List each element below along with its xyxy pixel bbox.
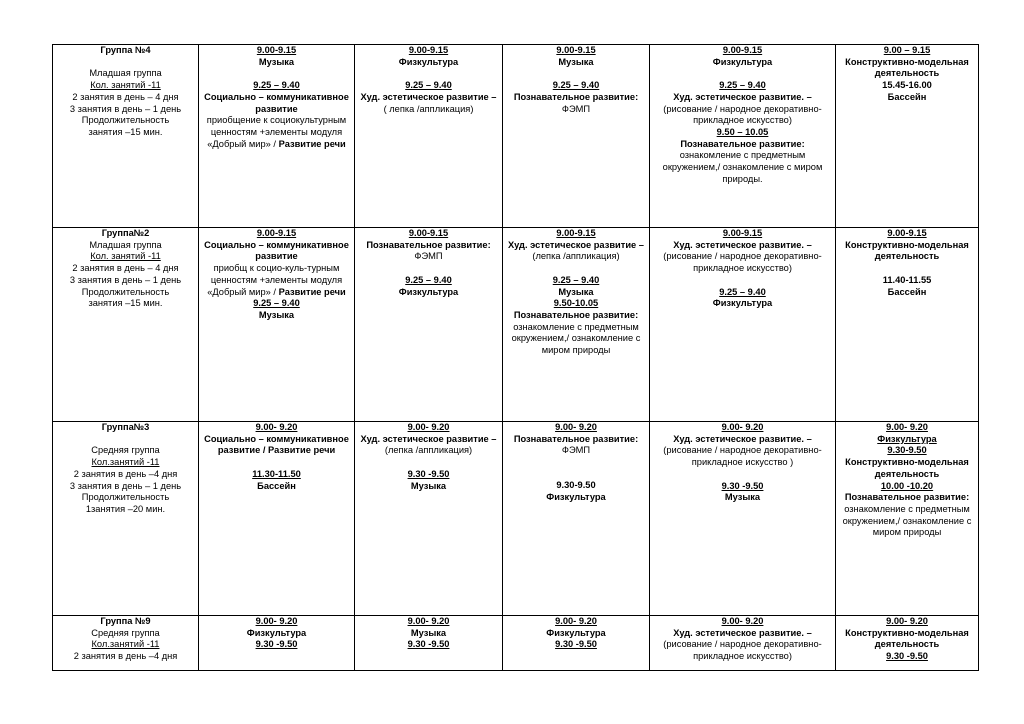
group-count: Кол. занятий -11 [90, 80, 161, 91]
session-time: 9.30 -9.50 [721, 480, 764, 491]
session-time: 9.30 -9.50 [407, 468, 450, 479]
day-cell [503, 422, 650, 616]
group-count: Кол.занятий -11 [91, 639, 160, 650]
day-cell [355, 422, 503, 616]
session-activity: Конструктивно-модельная деятельность [845, 56, 969, 79]
session-description: приобщение к социокультурным ценностям +элементы модуля «Добрый мир» / [206, 115, 347, 149]
group-duration-label: Продолжительность [81, 115, 170, 126]
session-time: 9.00- 9.20 [721, 422, 764, 432]
session-activity: Бассейн [887, 286, 927, 297]
session-time: 9.00- 9.20 [407, 422, 450, 432]
session-time: 9.00-9.15 [722, 228, 763, 238]
group-per-day-2: 2 занятия в день –4 дня [73, 651, 178, 662]
session-time: 9.25 – 9.40 [552, 274, 600, 285]
session-time: 9.00-9.15 [556, 45, 596, 55]
session-time: 9.25 – 9.40 [253, 80, 300, 91]
table-row [53, 45, 979, 228]
session-activity: Музыка [258, 309, 295, 320]
session-activity: Физкультура [546, 492, 606, 503]
day-cell [503, 228, 650, 422]
session-time: 9.00- 9.20 [407, 616, 450, 626]
group-per-day-2: 2 занятия в день –4 дня [73, 468, 178, 479]
group-age: Средняя группа [91, 445, 160, 456]
session-activity: Музыка [558, 56, 594, 67]
session-activity: Социально – коммуникативное развитие [204, 91, 349, 114]
group-age: Средняя группа [91, 627, 160, 638]
session-time: 11.30-11.50 [252, 468, 301, 479]
session-time: 9.30-9.50 [556, 480, 596, 491]
group-title: Группа №4 [100, 45, 151, 55]
session-description: ФЭМП [561, 103, 591, 114]
session-description: (рисование / народное декоративно-прикладное искусство ) [663, 445, 822, 468]
session-activity: Физкультура [877, 433, 937, 444]
group-cell [53, 422, 199, 616]
session-activity: Развитие речи [278, 138, 346, 149]
session-time: 11.40-11.55 [882, 274, 932, 285]
session-time: 9.30 -9.50 [555, 639, 597, 650]
table-row [53, 422, 979, 616]
session-activity: Музыка [410, 627, 447, 638]
session-activity: Физкультура [246, 627, 307, 638]
group-duration-label: Продолжительность [81, 286, 170, 297]
day-cell [836, 616, 979, 671]
session-time: 9.25 – 9.40 [405, 80, 452, 91]
day-cell [503, 45, 650, 228]
session-description: ознакомление с предметным окружением,/ ознакомление с миром природы [842, 503, 972, 538]
session-activity: Конструктивно-модельная деятельность [845, 627, 969, 650]
session-activity: Худ. эстетическое развитие – [360, 433, 497, 444]
session-activity: Социально – коммуникативное развитие / Развитие речи [204, 433, 349, 456]
session-activity: Физкультура [546, 627, 606, 638]
session-activity: Худ. эстетическое развитие. – [673, 239, 812, 250]
session-time: 9.25 – 9.40 [719, 80, 766, 91]
session-activity: Худ. эстетическое развитие – [508, 239, 644, 250]
session-description: ФЭМП [414, 251, 443, 262]
day-cell [355, 228, 503, 422]
group-title: Группа№2 [101, 228, 150, 238]
session-activity: Познавательное развитие: [513, 91, 639, 102]
session-time: 9.30 -9.50 [255, 639, 298, 650]
session-activity: Познавательное развитие: [513, 309, 639, 320]
session-activity: Конструктивно-модельная деятельность [845, 239, 969, 262]
group-count: Кол.занятий -11 [91, 457, 160, 468]
session-description: (лепка /аппликация) [384, 445, 473, 456]
day-cell [836, 45, 979, 228]
session-time: 9.30-9.50 [887, 445, 927, 456]
group-duration-label: Продолжительность [81, 492, 170, 503]
session-description: приобщ к социо-куль-турным ценностям +элементы модуля «Добрый мир» / [207, 263, 343, 297]
group-per-day-3: 3 занятия в день – 1 день [69, 274, 182, 285]
schedule-table [52, 44, 979, 671]
session-time: 9.00-9.15 [556, 228, 596, 238]
session-activity: Физкультура [712, 298, 773, 309]
session-activity: Музыка [258, 56, 295, 67]
session-time: 15.45-16.00 [882, 80, 932, 91]
group-age: Младшая группа [89, 239, 162, 250]
day-cell [355, 616, 503, 671]
session-activity: Развитие речи [278, 286, 346, 297]
day-cell [650, 616, 836, 671]
session-time: 10.00 -10.20 [880, 480, 934, 491]
session-activity: Физкультура [398, 286, 459, 297]
session-description: ознакомление с предметным окружением,/ ознакомление с миром природы. [662, 150, 823, 184]
session-description: (рисование / народное декоративно-прикладное искусство) [663, 251, 822, 274]
session-activity: Худ. эстетическое развитие. – [673, 627, 812, 638]
session-activity: Социально – коммуникативное развитие [204, 239, 349, 262]
group-cell [53, 228, 199, 422]
group-title: Группа№3 [101, 422, 150, 432]
group-per-day-2: 2 занятия в день – 4 дня [72, 263, 179, 274]
session-time: 9.50-10.05 [553, 298, 599, 309]
session-time: 9.25 – 9.40 [405, 274, 452, 285]
session-description: ( лепка /аппликация) [383, 103, 474, 114]
group-cell [53, 616, 199, 671]
table-row [53, 228, 979, 422]
session-activity: Музыка [724, 492, 761, 503]
session-activity: Познавательное развитие: [680, 138, 805, 149]
session-activity: Бассейн [257, 480, 296, 491]
session-time: 9.25 – 9.40 [552, 80, 600, 91]
session-description: ФЭМП [561, 445, 591, 456]
group-duration: 1занятия –20 мин. [85, 503, 166, 514]
session-time: 9.25 – 9.40 [719, 286, 766, 297]
session-activity: Худ. эстетическое развитие. – [673, 433, 812, 444]
session-activity: Музыка [410, 480, 447, 491]
session-time: 9.00-9.15 [887, 228, 927, 238]
session-activity: Познавательное развитие: [366, 239, 491, 250]
session-description: (рисование / народное декоративно-прикладное искусство) [663, 103, 822, 126]
session-time: 9.00- 9.20 [555, 422, 597, 432]
day-cell [503, 616, 650, 671]
group-duration: занятия –15 мин. [88, 298, 163, 309]
session-activity: Физкультура [398, 56, 459, 67]
session-time: 9.00- 9.20 [255, 616, 298, 626]
session-time: 9.50 – 10.05 [716, 126, 769, 137]
group-per-day-2: 2 занятия в день – 4 дня [72, 91, 179, 102]
session-activity: Худ. эстетическое развитие. – [673, 91, 812, 102]
day-cell [650, 45, 836, 228]
session-time: 9.30 -9.50 [886, 651, 928, 662]
session-time: 9.25 – 9.40 [253, 298, 300, 309]
session-time: 9.00- 9.20 [721, 616, 764, 626]
session-activity: Познавательное развитие: [844, 492, 970, 503]
session-activity: Познавательное развитие: [513, 433, 639, 444]
group-duration: занятия –15 мин. [88, 126, 163, 137]
session-time: 9.00- 9.20 [886, 422, 928, 432]
session-activity: Конструктивно-модельная деятельность [845, 457, 969, 479]
session-description: (лепка /аппликация) [532, 251, 620, 262]
session-time: 9.00- 9.20 [555, 616, 597, 626]
session-activity: Бассейн [887, 91, 927, 102]
session-time: 9.30 -9.50 [407, 639, 450, 650]
session-time: 9.00-9.15 [408, 45, 449, 55]
group-per-day-3: 3 занятия в день – 1 день [69, 103, 182, 114]
session-activity: Музыка [558, 286, 594, 297]
day-cell [199, 422, 355, 616]
day-cell [836, 422, 979, 616]
session-description: (рисование / народное декоративно-прикладное искусство) [663, 639, 822, 662]
day-cell [650, 422, 836, 616]
session-time: 9.00 – 9.15 [883, 45, 931, 55]
day-cell [199, 228, 355, 422]
session-time: 9.00- 9.20 [255, 422, 298, 432]
session-time: 9.00- 9.20 [886, 616, 928, 626]
group-title: Группа №9 [100, 616, 151, 626]
group-per-day-3: 3 занятия в день – 1 день [69, 480, 182, 491]
group-cell [53, 45, 199, 228]
day-cell [199, 616, 355, 671]
day-cell [650, 228, 836, 422]
session-description: ознакомление с предметным окружением,/ ознакомление с миром природы [511, 321, 641, 356]
session-time: 9.00-9.15 [256, 45, 297, 55]
session-activity: Физкультура [712, 56, 773, 67]
session-time: 9.00-9.15 [256, 228, 297, 238]
day-cell [836, 228, 979, 422]
session-time: 9.00-9.15 [408, 228, 449, 238]
day-cell [199, 45, 355, 228]
group-count: Кол. занятий -11 [90, 251, 161, 262]
table-row [53, 616, 979, 671]
session-time: 9.00-9.15 [722, 45, 763, 55]
group-age: Младшая группа [89, 68, 162, 79]
session-activity: Худ. эстетическое развитие – [360, 91, 497, 102]
day-cell [355, 45, 503, 228]
